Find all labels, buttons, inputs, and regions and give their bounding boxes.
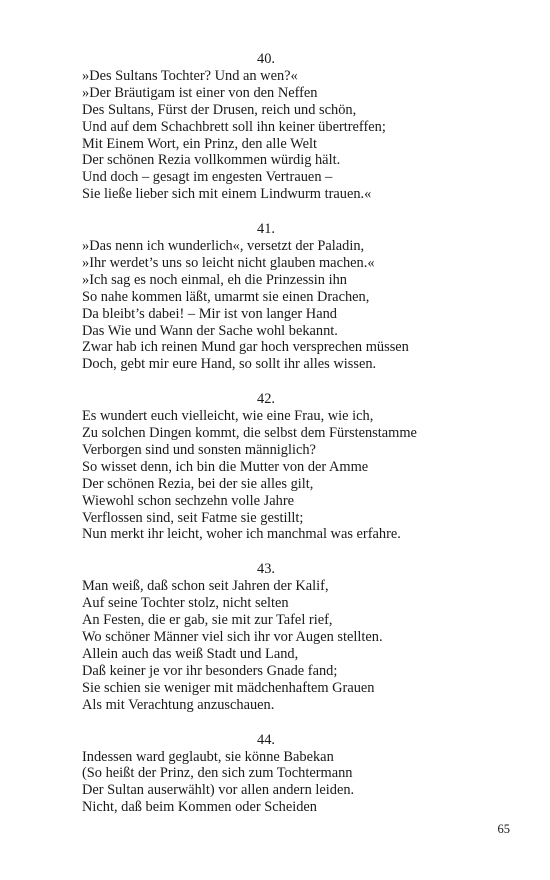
- verse-line: Als mit Verachtung anzuschauen.: [82, 696, 275, 713]
- verse-line: Des Sultans, Fürst der Drusen, reich und schön,: [82, 101, 357, 118]
- page-number: 65: [497, 822, 510, 836]
- stanza: [82, 732, 502, 817]
- stanza: [82, 391, 502, 543]
- verse-line: So nahe kommen läßt, umarmt sie einen Drachen,: [82, 288, 370, 305]
- poem-text: [82, 51, 502, 834]
- verse-line: »Ihr werdet’s uns so leicht nicht glauben machen.«: [82, 255, 375, 272]
- verse-line: Indessen ward geglaubt, sie könne Babekan: [82, 748, 334, 765]
- verse-line: (So heißt der Prinz, den sich zum Tochtermann: [82, 765, 353, 782]
- stanza: [82, 51, 502, 203]
- verse-line: Und doch – gesagt im engesten Vertrauen –: [82, 169, 333, 186]
- verse-line: Sie schien sie weniger mit mädchenhaftem Grauen: [82, 679, 375, 696]
- verse-line: An Festen, die er gab, sie mit zur Tafel rief,: [82, 612, 333, 629]
- verse-line: Doch, gebt mir eure Hand, so sollt ihr alles wissen.: [82, 356, 377, 373]
- verse-line: Da bleibt’s dabei! – Mir ist von langer Hand: [82, 305, 337, 322]
- stanza-number: 43.: [257, 561, 275, 578]
- verse-line: Es wundert euch vielleicht, wie eine Frau, wie ich,: [82, 408, 374, 425]
- stanza-number: 42.: [257, 391, 275, 408]
- verse-line: Auf seine Tochter stolz, nicht selten: [82, 595, 289, 612]
- verse-line: Das Wie und Wann der Sache wohl bekannt.: [82, 322, 338, 339]
- verse-line: Allein auch das weiß Stadt und Land,: [82, 645, 299, 662]
- verse-line: »Der Bräutigam ist einer von den Neffen: [82, 84, 318, 101]
- verse-line: Verflossen sind, seit Fatme sie gestillt;: [82, 509, 304, 526]
- verse-line: Der Sultan auserwählt) vor allen andern leiden.: [82, 782, 355, 799]
- verse-line: Wiewohl schon sechzehn volle Jahre: [82, 492, 295, 509]
- verse-line: »Des Sultans Tochter? Und an wen?«: [82, 68, 298, 84]
- verse-line: Und auf dem Schachbrett soll ihn keiner übertreffen;: [82, 118, 386, 135]
- verse-line: Zwar hab ich reinen Mund gar hoch versprechen müssen: [82, 339, 409, 356]
- verse-line: Sie ließe lieber sich mit einem Lindwurm trauen.«: [82, 186, 372, 203]
- verse-line: Der schönen Rezia, bei der sie alles gilt,: [82, 475, 314, 492]
- stanza-number: 41.: [257, 221, 275, 238]
- stanza-number: 40.: [257, 51, 275, 67]
- verse-line: Daß keiner je vor ihr besonders Gnade fand;: [82, 662, 338, 679]
- verse-line: Wo schöner Männer viel sich ihr vor Augen stellten.: [82, 629, 383, 646]
- stanza: [82, 561, 502, 713]
- verse-line: Man weiß, daß schon seit Jahren der Kalif,: [82, 578, 329, 595]
- verse-line: Verborgen sind und sonsten männiglich?: [82, 442, 316, 459]
- verse-line: Der schönen Rezia vollkommen würdig hält.: [82, 152, 341, 169]
- verse-line: Mit Einem Wort, ein Prinz, den alle Welt: [82, 135, 317, 152]
- verse-line: Nicht, daß beim Kommen oder Scheiden: [82, 799, 317, 816]
- verse-line: Zu solchen Dingen kommt, die selbst dem Fürstenstamme: [82, 425, 417, 442]
- verse-line: »Das nenn ich wunderlich«, versetzt der Paladin,: [82, 238, 365, 255]
- verse-line: So wisset denn, ich bin die Mutter von der Amme: [82, 458, 369, 475]
- verse-line: »Ich sag es noch einmal, eh die Prinzessin ihn: [82, 271, 347, 288]
- stanza-number: 44.: [257, 731, 275, 748]
- verse-line: Nun merkt ihr leicht, woher ich manchmal was erfahre.: [82, 526, 401, 543]
- stanza: [82, 221, 502, 373]
